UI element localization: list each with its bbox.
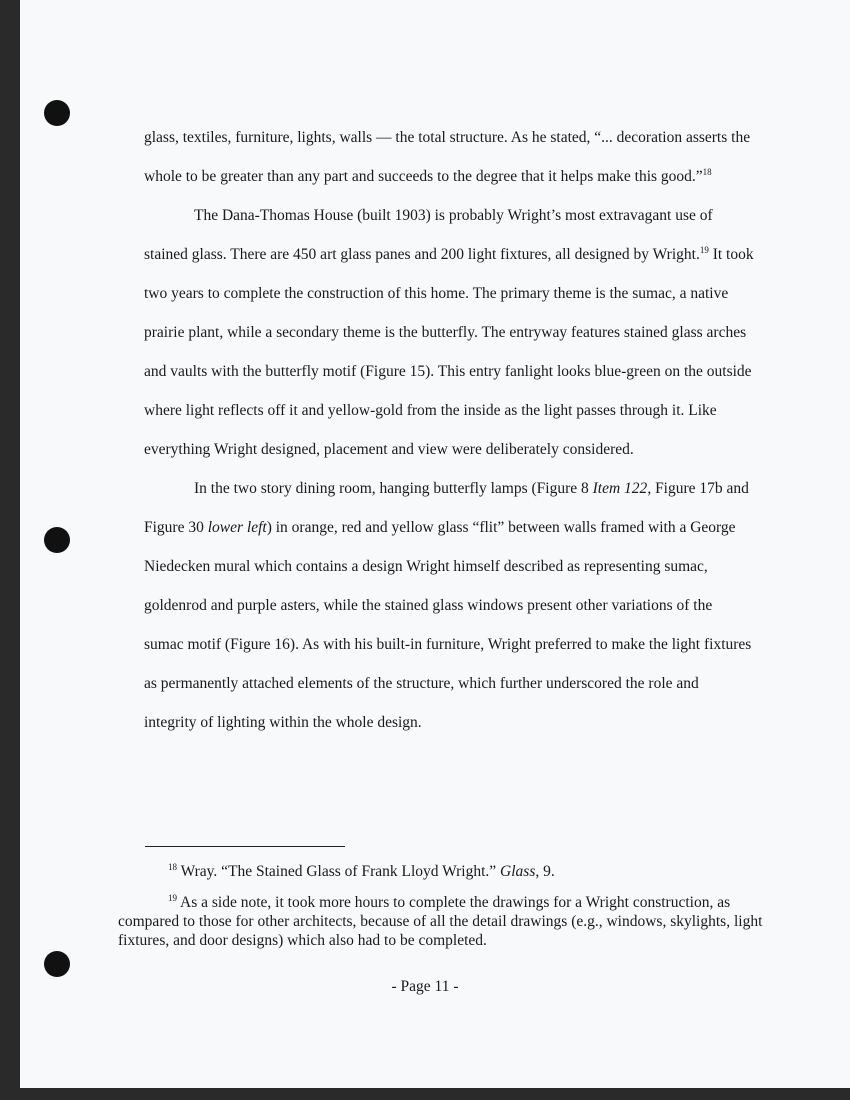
footnote-19 — [118, 893, 768, 950]
footnote-text: As a side note, it took more hours to complete the drawings for a Wright construction, as compared to those for other architects, because of all the detail drawings (e.g., windows, skylights, light fixtures, and door designs) which also had to be completed. — [118, 894, 763, 949]
footnote-separator — [145, 846, 345, 847]
scan-bottom-edge — [0, 1088, 850, 1100]
binder-hole-bottom — [44, 951, 70, 977]
italic-text: Glass — [500, 863, 536, 880]
footnote-ref-18: 18 — [702, 167, 712, 177]
paragraph-text: glass, textiles, furniture, lights, walls — the total structure. As he stated, “... decoration asserts the whole to be greater than any part and succeeds to the degree that it helps make this good.” — [144, 129, 751, 185]
footnote-18 — [118, 862, 768, 881]
footnotes — [118, 862, 768, 950]
paragraph-text: The Dana-Thomas House (built 1903) is probably Wright’s most extravagant use of stained glass. There are 450 art glass panes and 200 light fixtures, all designed by Wright. — [144, 207, 713, 263]
paragraph — [144, 196, 754, 469]
body-text — [144, 118, 754, 742]
footnote-number: 19 — [168, 893, 177, 903]
italic-text: lower left — [207, 519, 267, 536]
footnote-ref-19: 19 — [699, 245, 709, 255]
paragraph-text: ) in orange, red and yellow glass “flit” between walls framed with a George Niedecken mural which contains a design Wright himself described as representing sumac, goldenrod and purple asters, while the stained glass windows present other variations of the sumac motif (Figure 16). As with his built-in furniture, Wright preferred to make the light fixtures as permanently attached elements of the structure, which further underscored the role and integrity of lighting within the whole design. — [144, 519, 752, 731]
footnote-number: 18 — [168, 862, 177, 872]
paragraph — [144, 469, 754, 742]
italic-text: Item 122 — [592, 480, 648, 497]
paragraph — [144, 118, 754, 196]
footnote-text: , 9. — [535, 863, 555, 880]
binder-hole-middle — [44, 527, 70, 553]
page-number: - Page 11 - — [391, 978, 459, 995]
binder-hole-top — [44, 100, 70, 126]
footnote-text: Wray. “The Stained Glass of Frank Lloyd Wright.” — [177, 863, 501, 880]
scan-left-edge — [0, 0, 20, 1100]
paragraph-text: In the two story dining room, hanging butterfly lamps (Figure 8 — [194, 480, 593, 497]
paragraph-text: , Figure 17b and Figure 30 — [144, 480, 749, 536]
paragraph-text: It took two years to complete the construction of this home. The primary theme is the sumac, a native prairie plant, while a secondary theme is the butterfly. The entryway features stained glass arches and vaults with the butterfly motif (Figure 15). This entry fanlight looks blue-green on the outside where light reflects off it and yellow-gold from the inside as the light passes through it. Like everything Wright designed, placement and view were deliberately considered. — [144, 246, 754, 458]
